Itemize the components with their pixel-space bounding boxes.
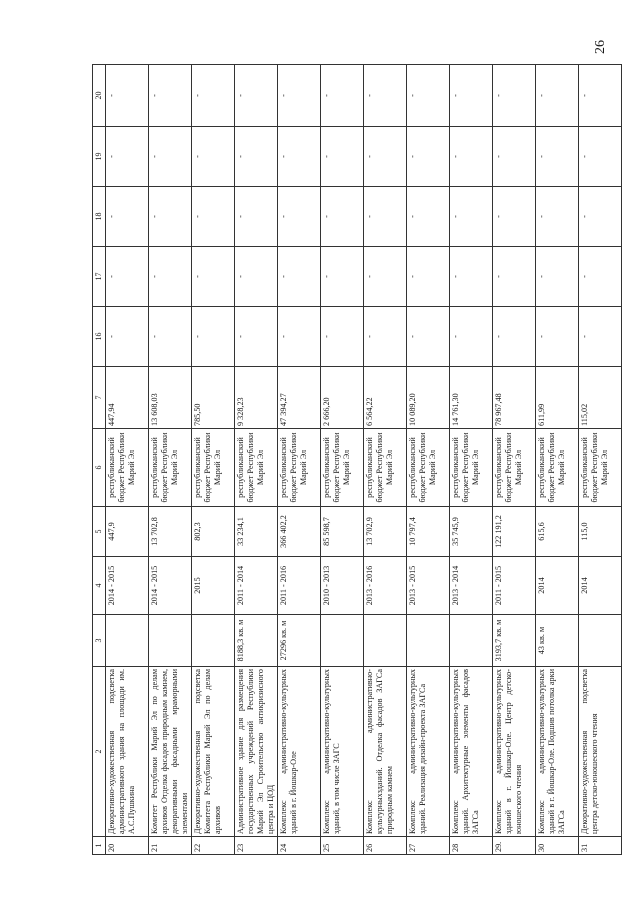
object-name: Комплекс административно-культурных зданий. Архитектурные элементы фасадов ЗАГСа <box>450 667 493 837</box>
object-name: Комплекс административно-культурных зданий в г. Йошкар-Оле. Подшив потолка арки ЗАГСа <box>536 667 579 837</box>
col-16-value: - <box>192 307 235 367</box>
funding-amount: 6 564,22 <box>364 367 407 429</box>
col-20-value: - <box>192 65 235 127</box>
funding-source: республиканский бюджет Республики Марий Эл <box>278 429 321 507</box>
column-header: 20 <box>93 65 106 127</box>
funding-amount: 785,50 <box>192 367 235 429</box>
col-20-value: - <box>149 65 192 127</box>
col-19-value: - <box>450 127 493 187</box>
column-header: 5 <box>93 507 106 557</box>
estimated-cost: 35 745,9 <box>450 507 493 557</box>
col-16-value: - <box>106 307 149 367</box>
row-number: 21 <box>149 837 192 855</box>
estimated-cost: 115,0 <box>579 507 622 557</box>
col-16-value: - <box>278 307 321 367</box>
funding-source: республиканский бюджет Республики Марий Эл <box>364 429 407 507</box>
construction-period: 2014 <box>579 557 622 615</box>
col-18-value: - <box>149 187 192 247</box>
col-18-value: - <box>192 187 235 247</box>
row-number: 31 <box>579 837 622 855</box>
funding-amount: 78 967,48 <box>493 367 536 429</box>
funding-source: республиканский бюджет Республики Марий Эл <box>192 429 235 507</box>
col-19-value: - <box>321 127 364 187</box>
funding-amount: 447,94 <box>106 367 149 429</box>
estimated-cost: 447,9 <box>106 507 149 557</box>
funding-amount: 9 328,23 <box>235 367 278 429</box>
funding-amount: 2 666,20 <box>321 367 364 429</box>
construction-period: 2013 - 2014 <box>450 557 493 615</box>
table-row <box>235 65 278 855</box>
estimated-cost: 33 234,1 <box>235 507 278 557</box>
capacity: 8188,3 кв. м <box>235 615 278 667</box>
col-20-value: - <box>278 65 321 127</box>
col-18-value: - <box>235 187 278 247</box>
row-number: 28 <box>450 837 493 855</box>
object-name: Комитет Республики Марий Эл по делам архивов Отделка фасадов природным камнем, декоративными фасадными мраморными элементами <box>149 667 192 837</box>
col-20-value: - <box>235 65 278 127</box>
construction-period: 2011 - 2015 <box>493 557 536 615</box>
col-16-value: - <box>450 307 493 367</box>
table-row <box>450 65 493 855</box>
data-table <box>92 64 622 855</box>
row-number: 29. <box>493 837 536 855</box>
construction-period: 2015 <box>192 557 235 615</box>
column-header: 17 <box>93 247 106 307</box>
col-16-value: - <box>321 307 364 367</box>
capacity <box>106 615 149 667</box>
capacity <box>149 615 192 667</box>
col-19-value: - <box>364 127 407 187</box>
col-18-value: - <box>407 187 450 247</box>
funding-amount: 47 394,27 <box>278 367 321 429</box>
construction-period: 2013 - 2016 <box>364 557 407 615</box>
estimated-cost: 366 402,2 <box>278 507 321 557</box>
col-18-value: - <box>536 187 579 247</box>
col-19-value: - <box>192 127 235 187</box>
row-number: 22 <box>192 837 235 855</box>
capacity <box>407 615 450 667</box>
table-body <box>106 65 622 855</box>
col-17-value: - <box>278 247 321 307</box>
object-name: Комплекс административно-культурных зданий в г. Йошкар-Оле <box>278 667 321 837</box>
column-header: 18 <box>93 187 106 247</box>
col-19-value: - <box>278 127 321 187</box>
capacity <box>364 615 407 667</box>
estimated-cost: 122 191,2 <box>493 507 536 557</box>
col-18-value: - <box>493 187 536 247</box>
table-row <box>579 65 622 855</box>
funding-amount: 13 608,03 <box>149 367 192 429</box>
col-19-value: - <box>579 127 622 187</box>
table-row <box>106 65 149 855</box>
row-number: 25 <box>321 837 364 855</box>
funding-source: республиканский бюджет Республики Марий Эл <box>106 429 149 507</box>
funding-source: республиканский бюджет Республики Марий Эл <box>579 429 622 507</box>
col-16-value: - <box>149 307 192 367</box>
col-17-value: - <box>235 247 278 307</box>
column-header: 2 <box>93 667 106 837</box>
table-row <box>192 65 235 855</box>
funding-source: республиканский бюджет Республики Марий Эл <box>149 429 192 507</box>
estimated-cost: 13 702,8 <box>149 507 192 557</box>
col-19-value: - <box>106 127 149 187</box>
col-16-value: - <box>493 307 536 367</box>
object-name: Декоративно-художественная подсветка Комитета Республики Марий Эл по делам архивов <box>192 667 235 837</box>
capacity <box>192 615 235 667</box>
construction-period: 2013 - 2015 <box>407 557 450 615</box>
col-19-value: - <box>235 127 278 187</box>
estimated-cost: 615,6 <box>536 507 579 557</box>
column-header: 6 <box>93 429 106 507</box>
object-name: Комплекс административно-культурных зданий в г. Йошкар-Оле. Центр детско-юношеского чтения <box>493 667 536 837</box>
table-row <box>493 65 536 855</box>
object-name: Декоративно-художественная подсветка центра детско-юношеского чтения <box>579 667 622 837</box>
col-16-value: - <box>579 307 622 367</box>
row-number: 26 <box>364 837 407 855</box>
column-header: 7 <box>93 367 106 429</box>
col-17-value: - <box>407 247 450 307</box>
col-20-value: - <box>407 65 450 127</box>
table-row <box>278 65 321 855</box>
col-20-value: - <box>321 65 364 127</box>
col-17-value: - <box>192 247 235 307</box>
table-row <box>321 65 364 855</box>
col-17-value: - <box>579 247 622 307</box>
funding-source: республиканский бюджет Республики Марий Эл <box>407 429 450 507</box>
construction-period: 2010 - 2013 <box>321 557 364 615</box>
object-name: Комплекс административно-культурных зданий, в том числе ЗАГС <box>321 667 364 837</box>
object-name: Декоративно-художественная подсветка административного здания на площади им. А.С.Пушкина <box>106 667 149 837</box>
col-18-value: - <box>364 187 407 247</box>
col-18-value: - <box>321 187 364 247</box>
estimated-cost: 10 797,4 <box>407 507 450 557</box>
object-name: Комплекс административно-культурных зданий. Реализация дизайн-проекта ЗАГСа <box>407 667 450 837</box>
col-18-value: - <box>278 187 321 247</box>
capacity: 3193,7 кв. м <box>493 615 536 667</box>
object-name: Административное здание для размещения государственных учреждений Республики Марий Эл Строительство антикризисного центра и ЦОД <box>235 667 278 837</box>
col-17-value: - <box>364 247 407 307</box>
col-17-value: - <box>149 247 192 307</box>
estimated-cost: 85 598,7 <box>321 507 364 557</box>
col-17-value: - <box>536 247 579 307</box>
col-20-value: - <box>536 65 579 127</box>
estimated-cost: 802,3 <box>192 507 235 557</box>
funding-source: республиканский бюджет Республики Марий Эл <box>235 429 278 507</box>
col-17-value: - <box>321 247 364 307</box>
column-header: 4 <box>93 557 106 615</box>
construction-period: 2011 - 2016 <box>278 557 321 615</box>
column-header: 1 <box>93 837 106 855</box>
capacity <box>450 615 493 667</box>
funding-source: республиканский бюджет Республики Марий Эл <box>450 429 493 507</box>
capacity <box>579 615 622 667</box>
col-18-value: - <box>450 187 493 247</box>
col-17-value: - <box>450 247 493 307</box>
col-19-value: - <box>149 127 192 187</box>
col-19-value: - <box>493 127 536 187</box>
funding-amount: 10 089,20 <box>407 367 450 429</box>
funding-source: республиканский бюджет Республики Марий Эл <box>493 429 536 507</box>
table-row <box>407 65 450 855</box>
table-container <box>92 65 612 855</box>
row-number: 23 <box>235 837 278 855</box>
funding-amount: 14 761,30 <box>450 367 493 429</box>
col-16-value: - <box>364 307 407 367</box>
row-number: 24 <box>278 837 321 855</box>
col-17-value: - <box>493 247 536 307</box>
col-20-value: - <box>450 65 493 127</box>
col-16-value: - <box>536 307 579 367</box>
header-row <box>93 65 106 855</box>
row-number: 20 <box>106 837 149 855</box>
object-name: Комплекс административно-культурныхзданий. Отделка фасадов ЗАГСа природным камнем <box>364 667 407 837</box>
construction-period: 2011 - 2014 <box>235 557 278 615</box>
col-20-value: - <box>364 65 407 127</box>
col-18-value: - <box>579 187 622 247</box>
construction-period: 2014 - 2015 <box>149 557 192 615</box>
row-number: 27 <box>407 837 450 855</box>
column-header: 19 <box>93 127 106 187</box>
funding-amount: 115,02 <box>579 367 622 429</box>
capacity <box>321 615 364 667</box>
column-header: 16 <box>93 307 106 367</box>
col-20-value: - <box>493 65 536 127</box>
col-19-value: - <box>407 127 450 187</box>
funding-amount: 611,99 <box>536 367 579 429</box>
col-17-value: - <box>106 247 149 307</box>
capacity: 43 кв. м <box>536 615 579 667</box>
page-number: 26 <box>593 40 608 54</box>
col-18-value: - <box>106 187 149 247</box>
capacity: 27296 кв. м <box>278 615 321 667</box>
col-20-value: - <box>106 65 149 127</box>
construction-period: 2014 - 2015 <box>106 557 149 615</box>
col-16-value: - <box>407 307 450 367</box>
funding-source: республиканский бюджет Республики Марий Эл <box>321 429 364 507</box>
table-row <box>364 65 407 855</box>
row-number: 30 <box>536 837 579 855</box>
construction-period: 2014 <box>536 557 579 615</box>
column-header: 3 <box>93 615 106 667</box>
funding-source: республиканский бюджет Республики Марий Эл <box>536 429 579 507</box>
col-16-value: - <box>235 307 278 367</box>
table-row <box>536 65 579 855</box>
estimated-cost: 13 702,9 <box>364 507 407 557</box>
col-20-value: - <box>579 65 622 127</box>
table-row <box>149 65 192 855</box>
col-19-value: - <box>536 127 579 187</box>
